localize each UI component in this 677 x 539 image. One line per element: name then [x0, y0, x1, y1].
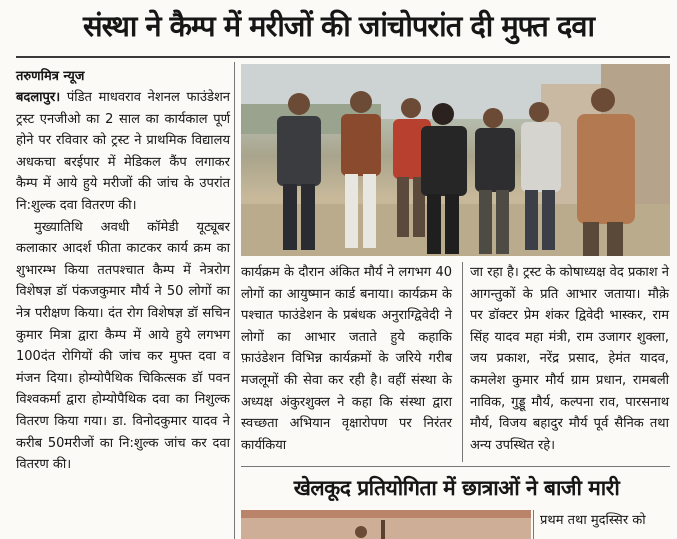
article-column-3	[470, 262, 669, 456]
sports-photo	[241, 510, 531, 539]
column-1-paragraph-1	[16, 87, 230, 217]
subheadline: खेलकूद प्रतियोगिता में छात्राओं ने बाजी मारी	[293, 476, 620, 500]
article-column-1	[16, 66, 230, 476]
column-divider-2	[462, 262, 463, 462]
header-divider	[16, 56, 670, 58]
column-3-text: जा रहा है। ट्रस्ट के कोषाध्यक्ष वेद प्रकाश ने आगन्तुकों के प्रति आभार जताया। मौक़े पर डॉक्टर प्रेम शंकर द्विवेदी भास्कर, राम सिंह यादव महा मंत्री, राम उजागर शुक्ला, जय प्रकाश, नरेंद्र प्रसाद, हेमंत यादव, कमलेश कुमार मौर्य ग्राम प्रधान, रामबली नाविक, गुड्डू मौर्य, कल्पना राव, पारसनाथ मौर्य, विजय बहादुर मौर्य पूर्व सैनिक तथा अन्य उपस्थित रहे।	[470, 265, 669, 453]
column-4-text: प्रथम तथा मुदस्सिर को	[540, 513, 646, 528]
camp-photo-illustration	[241, 64, 670, 256]
column-1-paragraph-2: मुख्यातिथि अवधी कॉमेडी यूट्यूबर कलाकार आदर्श फीता काटकर कार्य क्रम का शुभारम्भ किया ततपश्चात कैम्प में नेत्ररोग विशेषज्ञ डॉ पंकजकुमार मौर्य ने 50 लोगों का नेत्र परीक्षण किया। दंत रोग विशेषज्ञ डॉ सचिन कुमार मित्रा द्वारा कैम्प में आये हुये लगभग 100दंत रोगियों की जांच कर मुफ्त दवा व मंजन दिया। होम्योपैथिक चिकित्सक डॉ पवन विश्वकर्मा द्वारा होम्योपैथिक दवा का निशुल्क वितरण किया गया। डा. विनोदकुमार यादव ने करीब 50मरीजों का नि:शुल्क जांच कर दवा वितरण की।	[16, 219, 230, 473]
sports-photo-illustration	[241, 510, 531, 539]
column-2-text: कार्यक्रम के दौरान अंकित मौर्य ने लगभग 40 लोगों का आयुष्मान कार्ड बनाया। कार्यक्रम के पश्चात फाउंडेशन के प्रबंधक अनुराग्द्विवेदी ने लोगों का आभार जताते हुये कहाकि फ़ाउंडेशन विभिन्न कार्यक्रमों के जरिये गरीब मजलूमों की सेवा कर रही है। वहीं संस्था के अध्यक्ष अंकुरशुक्ल ने कहा कि संस्था द्वारा स्वच्छता अभियान वृक्षारोपण पर निरंतर कार्यकिया	[241, 265, 452, 453]
byline: तरुणमित्र न्यूज	[16, 69, 85, 84]
column-divider-3	[533, 510, 534, 539]
column-divider-1	[234, 62, 235, 539]
article-column-4	[540, 510, 670, 532]
headline: संस्था ने कैम्प में मरीजों की जांचोपरांत दी मुफ्त दवा	[83, 9, 594, 43]
dateline: बदलापुर।	[16, 90, 61, 105]
article-column-2	[241, 262, 452, 456]
camp-photo	[241, 64, 670, 256]
subheadline-divider	[241, 466, 670, 467]
column-1-paragraph-1-text: पंडित माधवराव नेशनल फाउंडेशन ट्रस्ट एनजीओ का 2 साल का कार्यकाल पूर्ण होने पर रविवार को ट्रस्ट ने प्राथमिक विद्यालय अधकचा बरईपार में मेडिकल कैंप लगाकर कैम्प में आये हुये मरीजों की जांच के उपरांत नि:शुल्क दवा वितरण की।	[16, 90, 230, 213]
